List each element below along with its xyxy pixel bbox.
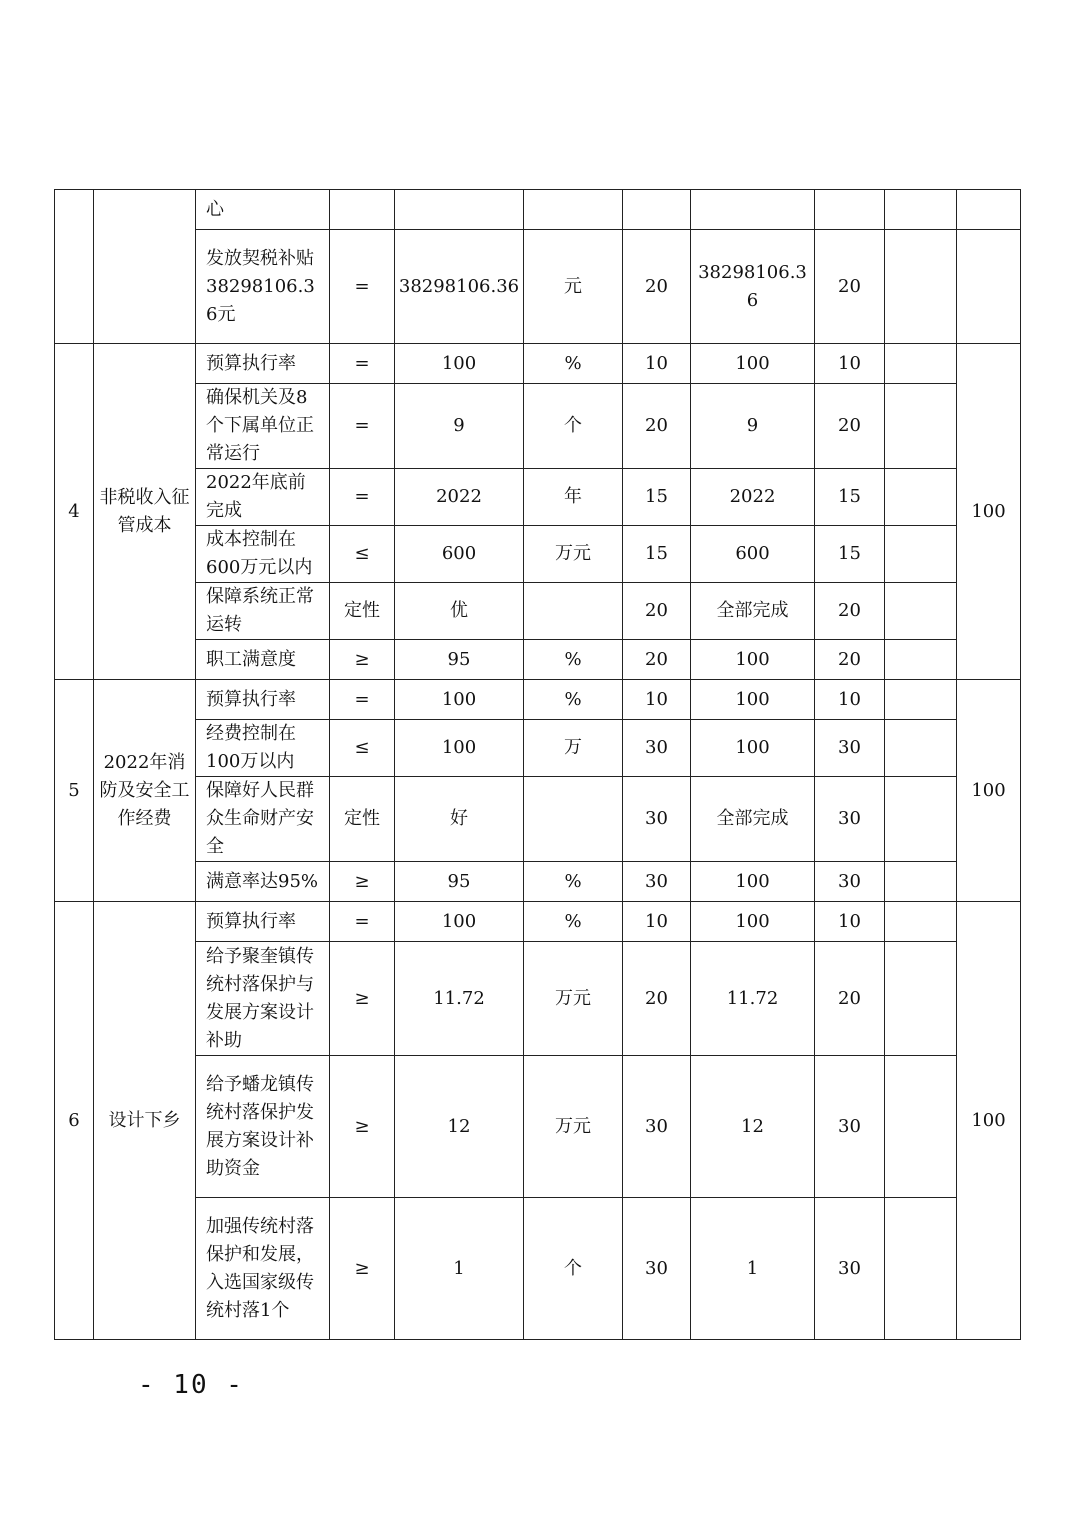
project-name-cell xyxy=(94,190,196,344)
actual-cell: 12 xyxy=(691,1056,815,1198)
target-cell: 2022 xyxy=(395,469,524,526)
total-cell: 100 xyxy=(957,680,1021,902)
score-cell: 30 xyxy=(815,720,885,777)
actual-cell xyxy=(691,190,815,230)
weight-cell: 15 xyxy=(623,469,691,526)
actual-cell: 600 xyxy=(691,526,815,583)
operator-cell: = xyxy=(330,344,395,384)
operator-cell: ≥ xyxy=(330,1056,395,1198)
unit-cell xyxy=(524,777,623,862)
actual-cell: 100 xyxy=(691,720,815,777)
target-cell: 9 xyxy=(395,384,524,469)
total-cell: 100 xyxy=(957,344,1021,680)
indicator-desc: 保障好人民群众生命财产安全 xyxy=(196,777,330,862)
score-cell: 10 xyxy=(815,680,885,720)
actual-cell: 2022 xyxy=(691,469,815,526)
index-cell: 5 xyxy=(55,680,94,902)
note-cell xyxy=(885,230,957,344)
unit-cell xyxy=(524,583,623,640)
note-cell xyxy=(885,1198,957,1340)
score-cell: 20 xyxy=(815,230,885,344)
weight-cell: 10 xyxy=(623,680,691,720)
actual-cell: 11.72 xyxy=(691,942,815,1056)
score-cell: 30 xyxy=(815,1056,885,1198)
indicator-desc: 发放契税补贴38298106.36元 xyxy=(196,230,330,344)
index-cell xyxy=(55,190,94,344)
weight-cell: 20 xyxy=(623,384,691,469)
project-name-cell: 2022年消防及安全工作经费 xyxy=(94,680,196,902)
note-cell xyxy=(885,344,957,384)
weight-cell: 30 xyxy=(623,777,691,862)
table-row xyxy=(55,720,1021,777)
indicator-desc: 预算执行率 xyxy=(196,902,330,942)
table-row xyxy=(55,190,1021,230)
weight-cell: 20 xyxy=(623,640,691,680)
table-row xyxy=(55,942,1021,1056)
indicator-desc: 心 xyxy=(196,190,330,230)
operator-cell: 定性 xyxy=(330,777,395,862)
operator-cell: = xyxy=(330,230,395,344)
actual-cell: 全部完成 xyxy=(691,777,815,862)
unit-cell: 万 xyxy=(524,720,623,777)
score-cell: 10 xyxy=(815,902,885,942)
operator-cell: = xyxy=(330,680,395,720)
note-cell xyxy=(885,942,957,1056)
unit-cell: % xyxy=(524,680,623,720)
table-row xyxy=(55,344,1021,384)
actual-cell: 1 xyxy=(691,1198,815,1340)
target-cell: 好 xyxy=(395,777,524,862)
unit-cell: 万元 xyxy=(524,942,623,1056)
actual-cell: 38298106.36 xyxy=(691,230,815,344)
index-cell: 4 xyxy=(55,344,94,680)
target-cell: 100 xyxy=(395,680,524,720)
table-row xyxy=(55,862,1021,902)
unit-cell xyxy=(524,190,623,230)
unit-cell: 元 xyxy=(524,230,623,344)
operator-cell: 定性 xyxy=(330,583,395,640)
weight-cell: 30 xyxy=(623,862,691,902)
score-cell: 20 xyxy=(815,384,885,469)
table-row xyxy=(55,1198,1021,1340)
page-number: - 10 - xyxy=(138,1370,244,1400)
score-cell xyxy=(815,190,885,230)
table-row xyxy=(55,902,1021,942)
indicator-desc: 满意率达95% xyxy=(196,862,330,902)
indicator-desc: 职工满意度 xyxy=(196,640,330,680)
score-cell: 15 xyxy=(815,469,885,526)
weight-cell: 30 xyxy=(623,1198,691,1340)
indicator-desc: 确保机关及8个下属单位正常运行 xyxy=(196,384,330,469)
table-row xyxy=(55,640,1021,680)
table-row xyxy=(55,230,1021,344)
project-name-cell: 非税收入征管成本 xyxy=(94,344,196,680)
note-cell xyxy=(885,862,957,902)
unit-cell: % xyxy=(524,640,623,680)
target-cell: 95 xyxy=(395,862,524,902)
operator-cell: ≥ xyxy=(330,640,395,680)
operator-cell: ≥ xyxy=(330,1198,395,1340)
note-cell xyxy=(885,640,957,680)
unit-cell: 万元 xyxy=(524,526,623,583)
indicator-desc: 经费控制在100万以内 xyxy=(196,720,330,777)
score-cell: 30 xyxy=(815,1198,885,1340)
table-row xyxy=(55,469,1021,526)
indicator-desc: 保障系统正常运转 xyxy=(196,583,330,640)
operator-cell: ≤ xyxy=(330,526,395,583)
weight-cell: 30 xyxy=(623,720,691,777)
weight-cell: 15 xyxy=(623,526,691,583)
actual-cell: 100 xyxy=(691,902,815,942)
weight-cell: 20 xyxy=(623,230,691,344)
unit-cell: 个 xyxy=(524,1198,623,1340)
index-cell: 6 xyxy=(55,902,94,1340)
note-cell xyxy=(885,384,957,469)
actual-cell: 9 xyxy=(691,384,815,469)
score-cell: 30 xyxy=(815,777,885,862)
table-row xyxy=(55,680,1021,720)
actual-cell: 100 xyxy=(691,344,815,384)
unit-cell: 个 xyxy=(524,384,623,469)
score-cell: 20 xyxy=(815,942,885,1056)
indicator-desc: 预算执行率 xyxy=(196,344,330,384)
total-cell: 100 xyxy=(957,902,1021,1340)
indicator-desc: 成本控制在600万元以内 xyxy=(196,526,330,583)
target-cell: 12 xyxy=(395,1056,524,1198)
target-cell: 95 xyxy=(395,640,524,680)
table-row xyxy=(55,526,1021,583)
target-cell xyxy=(395,190,524,230)
score-cell: 20 xyxy=(815,640,885,680)
weight-cell: 30 xyxy=(623,1056,691,1198)
weight-cell: 10 xyxy=(623,902,691,942)
note-cell xyxy=(885,902,957,942)
operator-cell: = xyxy=(330,469,395,526)
unit-cell: % xyxy=(524,344,623,384)
indicator-desc: 给予蟠龙镇传统村落保护发展方案设计补助资金 xyxy=(196,1056,330,1198)
target-cell: 100 xyxy=(395,902,524,942)
indicator-desc: 2022年底前完成 xyxy=(196,469,330,526)
operator-cell: = xyxy=(330,384,395,469)
target-cell: 11.72 xyxy=(395,942,524,1056)
weight-cell xyxy=(623,190,691,230)
weight-cell: 10 xyxy=(623,344,691,384)
weight-cell: 20 xyxy=(623,583,691,640)
note-cell xyxy=(885,1056,957,1198)
total-cell xyxy=(957,230,1021,344)
unit-cell: 年 xyxy=(524,469,623,526)
score-cell: 10 xyxy=(815,344,885,384)
operator-cell xyxy=(330,190,395,230)
target-cell: 1 xyxy=(395,1198,524,1340)
score-cell: 20 xyxy=(815,583,885,640)
performance-table xyxy=(54,189,1021,1340)
unit-cell: % xyxy=(524,862,623,902)
indicator-desc: 预算执行率 xyxy=(196,680,330,720)
project-name-cell: 设计下乡 xyxy=(94,902,196,1340)
indicator-desc: 加强传统村落保护和发展，入选国家级传统村落1个 xyxy=(196,1198,330,1340)
table-row xyxy=(55,777,1021,862)
note-cell xyxy=(885,680,957,720)
actual-cell: 全部完成 xyxy=(691,583,815,640)
target-cell: 600 xyxy=(395,526,524,583)
unit-cell: % xyxy=(524,902,623,942)
operator-cell: ≤ xyxy=(330,720,395,777)
table-row xyxy=(55,583,1021,640)
note-cell xyxy=(885,583,957,640)
note-cell xyxy=(885,469,957,526)
table-row xyxy=(55,384,1021,469)
operator-cell: = xyxy=(330,902,395,942)
actual-cell: 100 xyxy=(691,862,815,902)
actual-cell: 100 xyxy=(691,680,815,720)
operator-cell: ≥ xyxy=(330,862,395,902)
note-cell xyxy=(885,777,957,862)
note-cell xyxy=(885,720,957,777)
target-cell: 优 xyxy=(395,583,524,640)
target-cell: 100 xyxy=(395,720,524,777)
indicator-desc: 给予聚奎镇传统村落保护与发展方案设计补助 xyxy=(196,942,330,1056)
operator-cell: ≥ xyxy=(330,942,395,1056)
unit-cell: 万元 xyxy=(524,1056,623,1198)
weight-cell: 20 xyxy=(623,942,691,1056)
target-cell: 100 xyxy=(395,344,524,384)
target-cell: 38298106.36 xyxy=(395,230,524,344)
score-cell: 30 xyxy=(815,862,885,902)
note-cell xyxy=(885,190,957,230)
actual-cell: 100 xyxy=(691,640,815,680)
note-cell xyxy=(885,526,957,583)
total-cell xyxy=(957,190,1021,230)
score-cell: 15 xyxy=(815,526,885,583)
table-row xyxy=(55,1056,1021,1198)
